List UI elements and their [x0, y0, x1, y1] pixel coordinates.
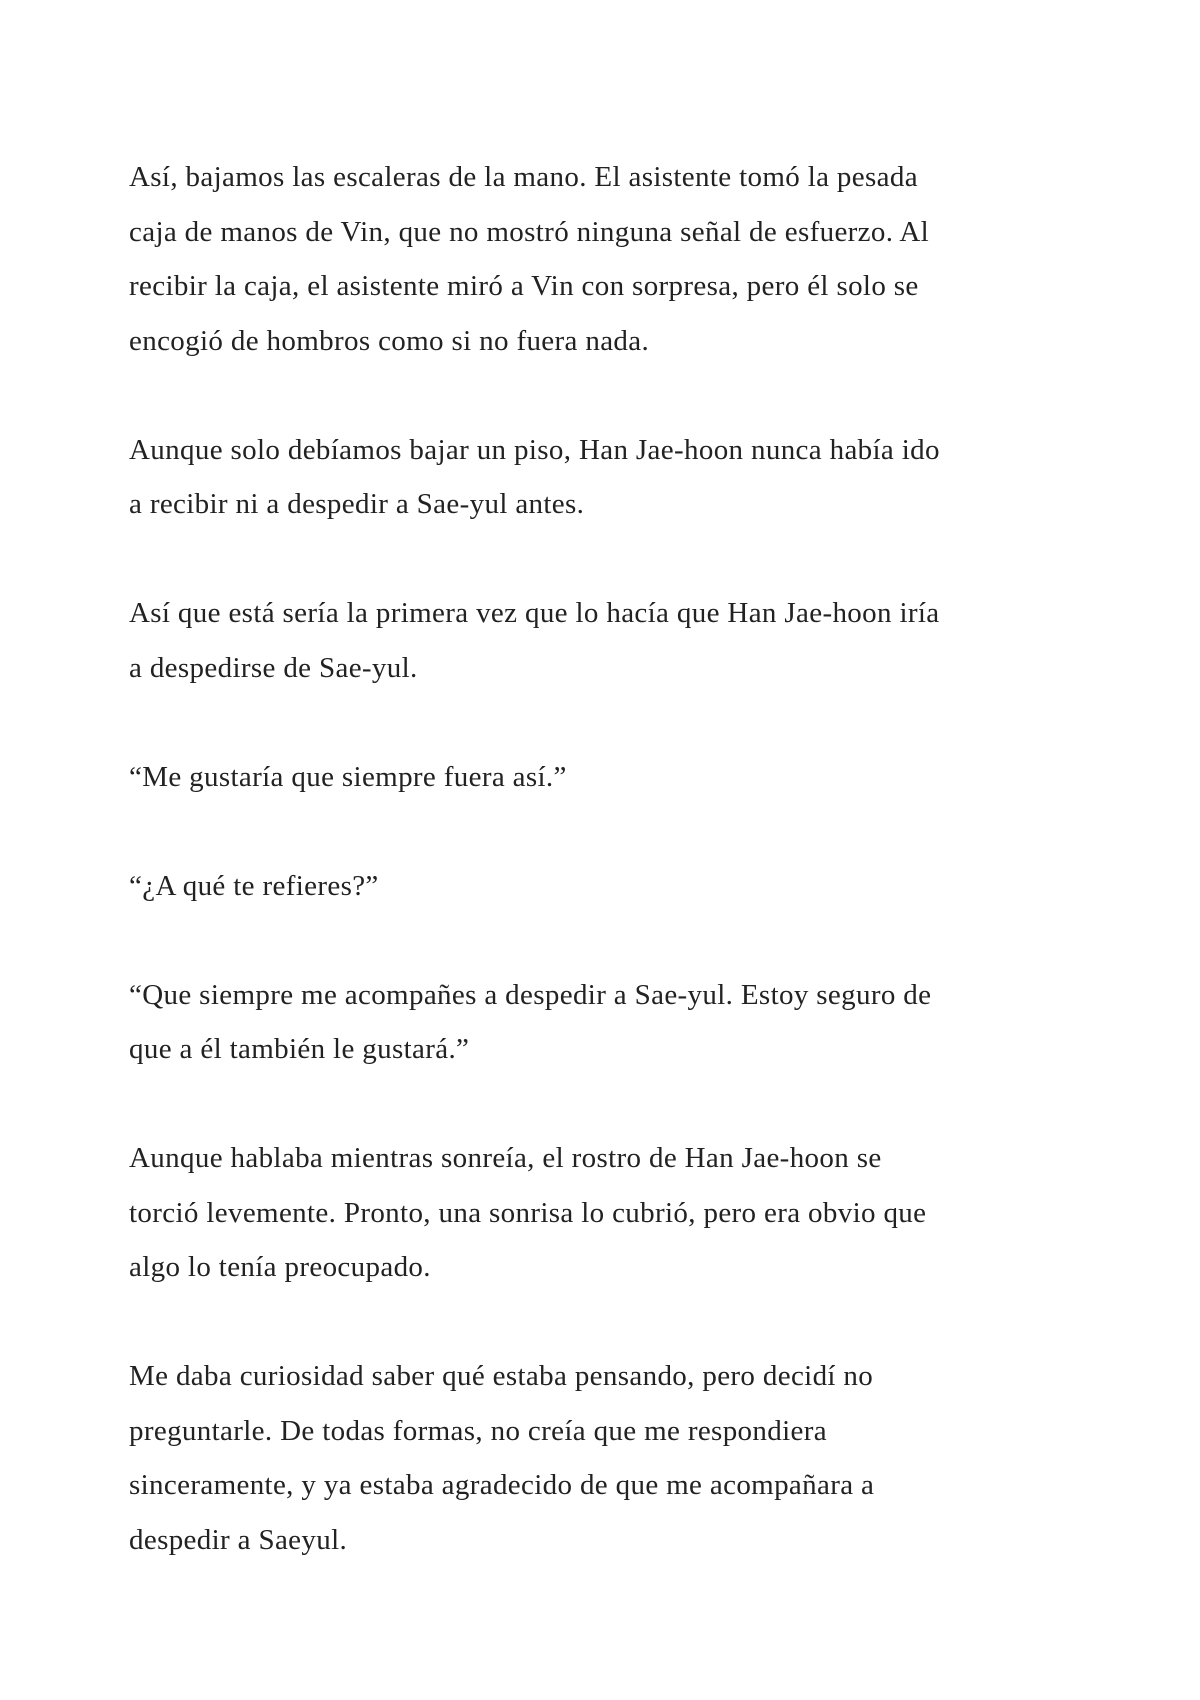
text-line: Aunque solo debíamos bajar un piso, Han Jae-hoon nunca había ido [129, 433, 940, 466]
text-line: recibir la caja, el asistente miró a Vin con sorpresa, pero él solo se [129, 270, 919, 302]
paragraph [129, 586, 1200, 695]
text-line: preguntarle. De todas formas, no creía que me respondiera [129, 1414, 827, 1447]
paragraph [129, 1131, 1200, 1295]
text-line: Aunque hablaba mientras sonreía, el rostro de Han Jae-hoon se [129, 1142, 882, 1174]
paragraph [129, 1349, 1200, 1567]
text-line: “Me gustaría que siempre fuera así.” [129, 760, 567, 793]
text-line: encogió de hombros como si no fuera nada. [129, 324, 650, 357]
text-line: “Que siempre me acompañes a despedir a Sae-yul. Estoy seguro de [129, 978, 932, 1011]
text-line: algo lo tenía preocupado. [129, 1251, 431, 1283]
text-line: Me daba curiosidad saber qué estaba pensando, pero decidí no [129, 1360, 874, 1392]
text-line: que a él también le gustará.” [129, 1033, 470, 1065]
text-line: torció levemente. Pronto, una sonrisa lo cubrió, pero era obvio que [129, 1196, 927, 1229]
text-line: a recibir ni a despedir a Sae-yul antes. [129, 488, 585, 520]
text-line: caja de manos de Vin, que no mostró ninguna señal de esfuerzo. Al [129, 215, 930, 248]
dialogue-paragraph [129, 859, 1200, 914]
paragraph [129, 150, 1200, 368]
dialogue-paragraph [129, 968, 1200, 1077]
text-line: a despedirse de Sae-yul. [129, 651, 418, 684]
text-line: Así que está sería la primera vez que lo hacía que Han Jae-hoon iría [129, 597, 940, 629]
text-line: Así, bajamos las escaleras de la mano. El asistente tomó la pesada [129, 161, 918, 193]
text-line: “¿A qué te refieres?” [129, 869, 379, 902]
text-line: sinceramente, y ya estaba agradecido de que me acompañara a [129, 1469, 875, 1501]
paragraph [129, 423, 1200, 532]
text-line: despedir a Saeyul. [129, 1523, 348, 1556]
dialogue-paragraph [129, 750, 1200, 805]
